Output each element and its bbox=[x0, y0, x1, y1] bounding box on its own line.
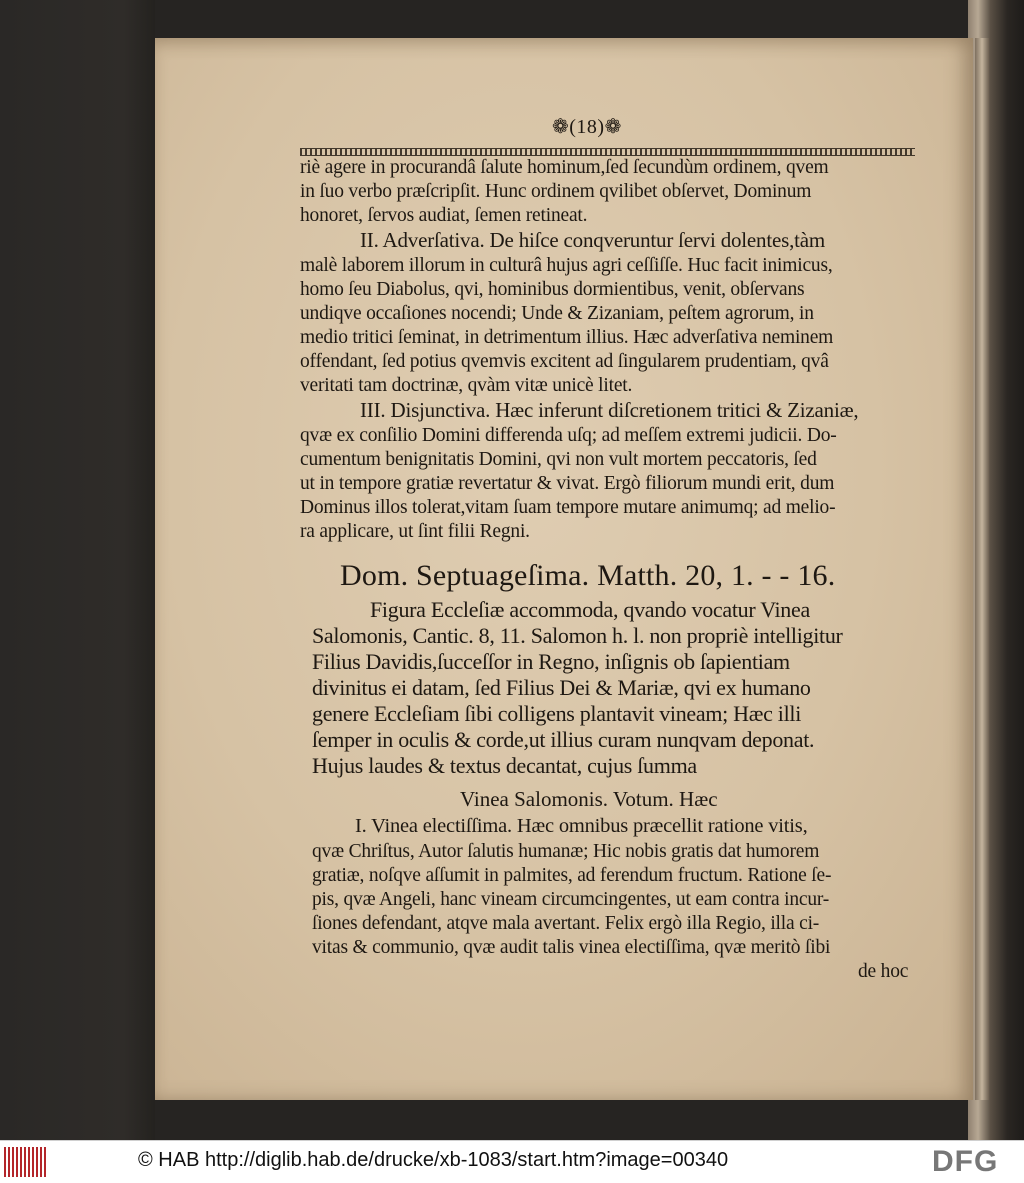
section-heading-disjunctiva: III. Disjunctiva. Hæc inferunt diſcretionem tritici & Zizaniæ, bbox=[360, 398, 859, 422]
text-line: ut in tempore gratiæ revertatur & vivat. Ergò filiorum mundi erit, dum bbox=[300, 473, 835, 494]
text-line: veritati tam doctrinæ, qvàm vitæ unicè litet. bbox=[300, 375, 633, 396]
text-line: ſemper in oculis & corde,ut illius curam nunqvam deponat. bbox=[312, 727, 815, 752]
text-line: ſiones defendant, atqve mala avertant. Felix ergò illa Regio, illa ci- bbox=[312, 913, 820, 934]
text-line: homo ſeu Diabolus, qvi, hominibus dormientibus, venit, obſervans bbox=[300, 279, 805, 300]
text-line: medio tritici ſeminat, in detrimentum illius. Hæc adverſativa neminem bbox=[300, 327, 834, 348]
section-heading-electissima: I. Vinea electiſſima. Hæc omnibus præcellit ratione vitis, bbox=[355, 815, 808, 837]
section-title: Dom. Septuageſima. Matth. 20, 1. - - 16. bbox=[340, 559, 836, 592]
copyright-link[interactable]: © HAB http://diglib.hab.de/drucke/xb-1083/start.htm?image=00340 bbox=[138, 1149, 729, 1171]
text-line: cumentum benignitatis Domini, qvi non vult mortem peccatoris, ſed bbox=[300, 449, 817, 470]
text-line: pis, qvæ Angeli, hanc vineam circumcingentes, ut eam contra incur- bbox=[312, 889, 830, 910]
page-header: ❁(18)❁ bbox=[552, 116, 622, 138]
text-line: Filius Davidis,ſucceſſor in Regno, inſignis ob ſapientiam bbox=[312, 649, 790, 674]
dfg-logo: DFG bbox=[932, 1145, 999, 1178]
subheading-votum: Vinea Salomonis. Votum. Hæc bbox=[460, 787, 718, 811]
text-line: Salomonis, Cantic. 8, 11. Salomon h. l. non propriè intelligitur bbox=[312, 623, 843, 648]
text-line: offendant, ſed potius qvemvis excitent ad ſingularem prudentiam, qvâ bbox=[300, 351, 829, 372]
text-line: ra applicare, ut ſint filii Regni. bbox=[300, 521, 530, 542]
section-heading-adversativa: II. Adverſativa. De hiſce conqveruntur ſervi dolentes,tàm bbox=[360, 228, 826, 252]
text-line: Hujus laudes & textus decantat, cujus ſumma bbox=[312, 753, 697, 778]
text-line: undiqve occaſiones nocendi; Unde & Zizaniam, peſtem agrorum, in bbox=[300, 303, 814, 324]
text-line: in ſuo verbo præſcripſit. Hunc ordinem qvilibet obſervet, Dominum bbox=[300, 181, 812, 202]
footer-bar bbox=[0, 1140, 1024, 1183]
text-line: genere Eccleſiam ſibi colligens plantavit vineam; Hæc illi bbox=[312, 701, 802, 726]
text-line: divinitus ei datam, ſed Filius Dei & Mariæ, qvi ex humano bbox=[312, 675, 811, 700]
text-line: Dominus illos tolerat,vitam ſuam tempore mutare animumq; ad melio- bbox=[300, 497, 836, 518]
text-line: qvæ ex conſilio Domini differenda uſq; ad meſſem extremi judicii. Do- bbox=[300, 425, 837, 446]
text-line: riè agere in procurandâ ſalute hominum,ſed ſecundùm ordinem, qvem bbox=[300, 157, 829, 178]
text-line: vitas & communio, qvæ audit talis vinea electiſſima, qvæ meritò ſibi bbox=[312, 937, 831, 958]
text-line: gratiæ, noſqve aſſumit in palmites, ad ferendum fructum. Ratione ſe- bbox=[312, 865, 832, 886]
ornamental-rule bbox=[300, 148, 915, 156]
text-line: malè laborem illorum in culturâ hujus agri ceſſiſſe. Huc facit inimicus, bbox=[300, 255, 833, 276]
text-line: honoret, ſervos audiat, ſemen retineat. bbox=[300, 205, 588, 226]
text-line: Figura Eccleſiæ accommoda, qvando vocatur Vinea bbox=[370, 597, 810, 622]
text-line: qvæ Chriſtus, Autor ſalutis humanæ; Hic nobis gratis dat humorem bbox=[312, 841, 820, 862]
catchword: de hoc bbox=[858, 961, 909, 982]
hab-logo-icon bbox=[4, 1147, 46, 1177]
